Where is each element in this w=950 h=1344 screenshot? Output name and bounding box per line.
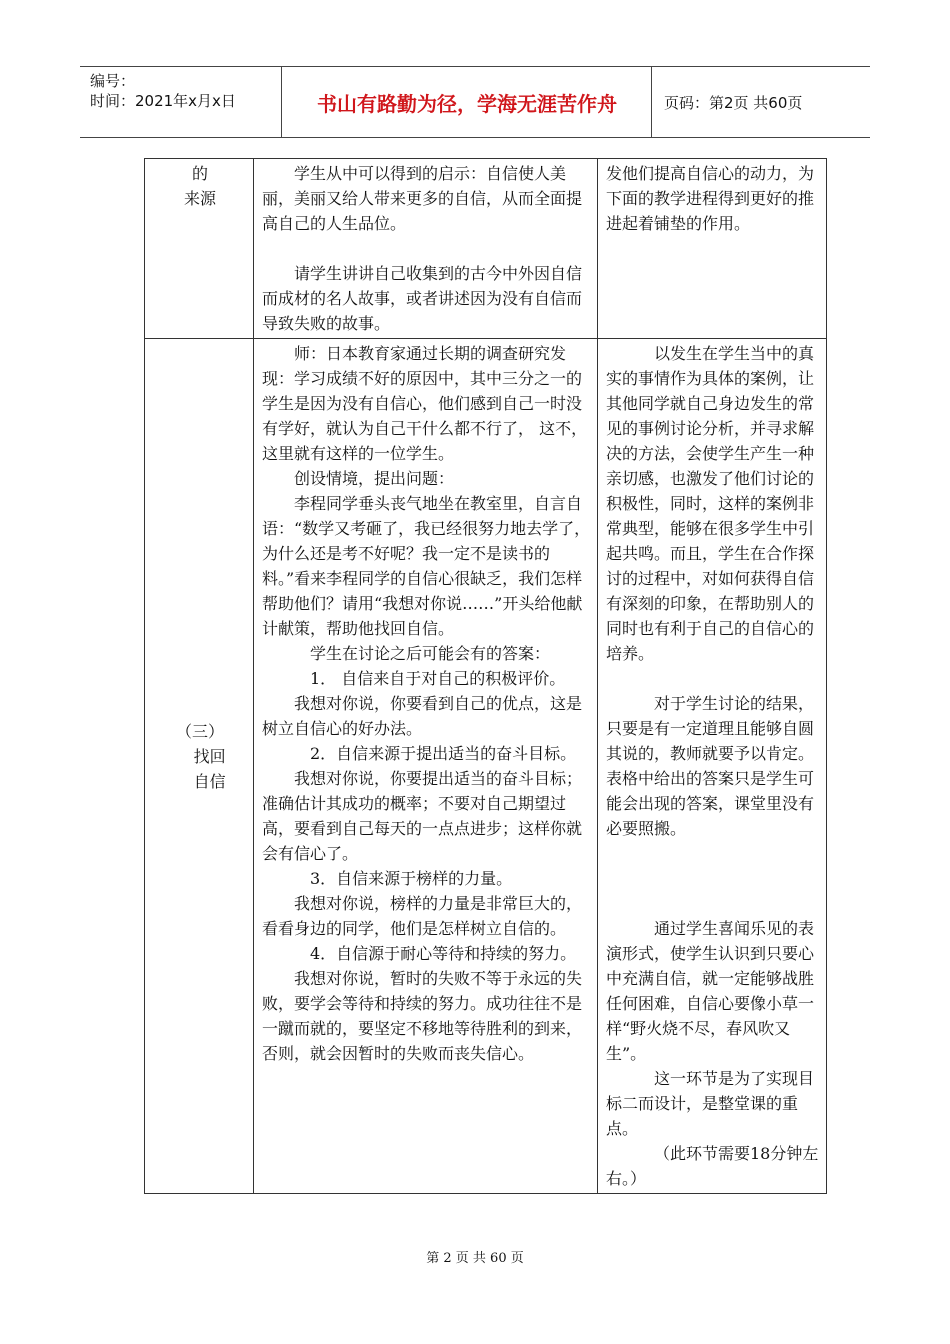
answer-heading: 4．自信源于耐心等待和持续的努力。 (310, 944, 577, 963)
answer-heading: 1． 自信来自于对自己的积极评价。 (310, 669, 566, 688)
note-cell (598, 339, 827, 1194)
note-cell (598, 159, 827, 339)
stage-number: （三） (175, 721, 224, 741)
stage-cell (145, 159, 254, 339)
stage-line: 找回 (193, 746, 226, 766)
page-footer: 第 2 页 共 60 页 (426, 1251, 524, 1266)
header-meta (80, 67, 282, 137)
stage-line: 的 (191, 164, 208, 183)
spacer (262, 236, 591, 261)
lesson-plan-table (144, 158, 827, 1194)
answer-heading: 3．自信来源于榜样的力量。 (310, 869, 513, 888)
spacer (606, 866, 820, 891)
note-paragraph: 对于学生讨论的结果，只要是有一定道理且能够自圆其说的，教师就要予以肯定。表格中给出的答案只是学生可能会出现的答案，课堂里没有必要照搬。 (606, 694, 815, 838)
note-paragraph: 通过学生喜闻乐见的表演形式，使学生认识到只要心中充满自信，就一定能够战胜任何困难，自信心要像小草一样“野火烧不尽，春风吹又生”。 (606, 919, 815, 1063)
table-row (145, 159, 827, 339)
content-paragraph: 我想对你说，你要提出适当的奋斗目标；准确估计其成功的概率；不要对自己期望过高，要看到自己每天的一点点进步；这样你就会有信心了。 (262, 769, 583, 863)
content-paragraph: 我想对你说，暂时的失败不等于永远的失败，要学会等待和持续的努力。成功往往不是一蹴而就的，要坚定不移地等待胜利的到来，否则，就会因暂时的失败而丧失信心。 (262, 969, 583, 1063)
page-header (80, 66, 870, 138)
note-paragraph: 发他们提高自信心的动力，为下面的教学进程得到更好的推进起着铺垫的作用。 (606, 164, 815, 233)
stage-line: 来源 (183, 189, 216, 208)
document-date-label: 时间：2021年x月x日 (90, 92, 236, 110)
document-number-label: 编号： (90, 72, 136, 90)
content-paragraph: 李程同学垂头丧气地坐在教室里，自言自语：“数学又考砸了，我已经很努力地去学了，为什么还是考不好呢？我一定不是读书的料。”看来李程同学的自信心很缺乏，我们怎样帮助他们？请用“我想对你说……”开头给他献计献策，帮助他找回自信。 (262, 494, 591, 638)
content-paragraph: 我想对你说，榜样的力量是非常巨大的，看看身边的同学，他们是怎样树立自信的。 (262, 894, 583, 938)
content-cell (254, 339, 598, 1194)
note-paragraph: 这一环节是为了实现目标二而设计，是整堂课的重点。 (606, 1069, 815, 1138)
content-paragraph: 请学生讲讲自己收集到的古今中外因自信而成材的名人故事，或者讲述因为没有自信而导致失败的故事。 (262, 264, 583, 333)
stage-line: 自信 (193, 771, 226, 791)
spacer (606, 666, 820, 691)
note-paragraph: （此环节需要18分钟左右。） (606, 1144, 819, 1188)
answer-heading: 2．自信来源于提出适当的奋斗目标。 (310, 744, 577, 763)
content-paragraph: 师：日本教育家通过长期的调查研究发现：学习成绩不好的原因中，其中三分之一的学生是因为没有自信心，他们感到自己一时没有学好，就认为自己干什么都不行了， 这不，这里就有这样的一位学生。 (262, 344, 588, 463)
content-paragraph: 创设情境，提出问题： (294, 469, 455, 488)
stage-cell (145, 339, 254, 1194)
table-row (145, 339, 827, 1194)
note-paragraph: 以发生在学生当中的真实的事情作为具体的案例，让其他同学就自己身边发生的常见的事例讨论分析，并寻求解决的方法，会使学生产生一种亲切感，也激发了他们讨论的积极性，同时，这样的案例非常典型，能够在很多学生中引起共鸣。而且，学生在合作探讨的过程中，对如何获得自信有深刻的印象，在帮助别人的同时也有利于自己的自信心的培养。 (606, 344, 815, 663)
content-cell (254, 159, 598, 339)
spacer (606, 891, 820, 916)
spacer (606, 841, 820, 866)
header-page-info: 页码：第2页 共60页 (664, 93, 803, 112)
content-paragraph: 我想对你说，你要看到自己的优点，这是树立自信心的好办法。 (262, 694, 583, 738)
content-paragraph: 学生从中可以得到的启示：自信使人美丽，美丽又给人带来更多的自信，从而全面提高自己的人生品位。 (262, 164, 583, 233)
content-paragraph: 学生在讨论之后可能会有的答案： (310, 644, 551, 663)
header-motto: 书山有路勤为径，学海无涯苦作舟 (283, 67, 652, 137)
